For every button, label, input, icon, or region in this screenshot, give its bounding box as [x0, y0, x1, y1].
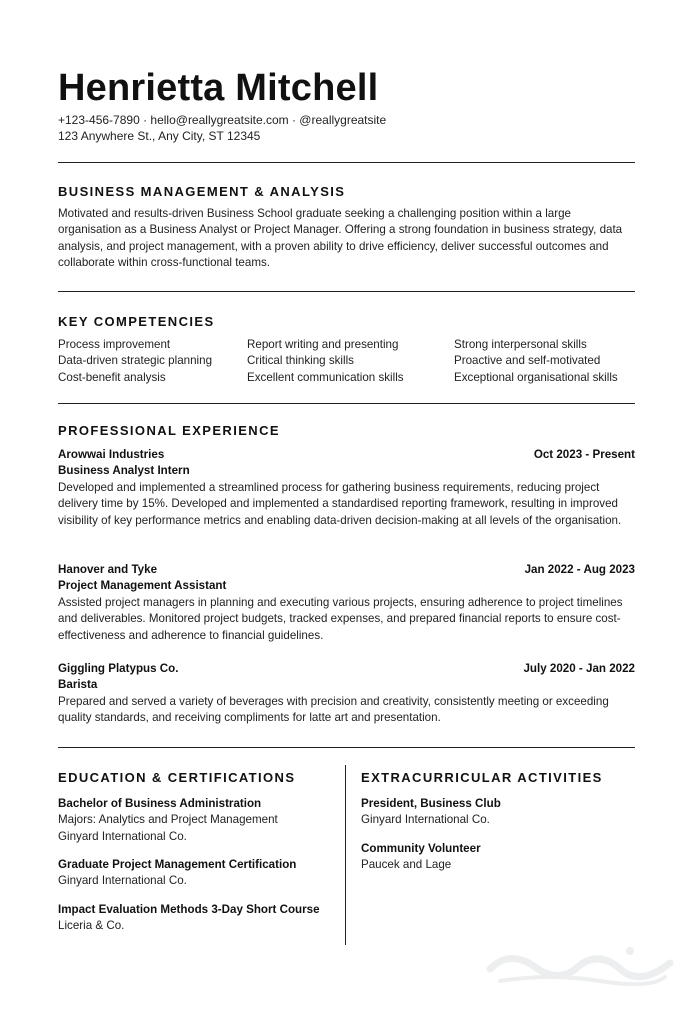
summary-heading: BUSINESS MANAGEMENT & ANALYSIS [58, 184, 346, 199]
job-company: Giggling Platypus Co. [58, 662, 179, 675]
competency-item: Excellent communication skills [247, 370, 404, 384]
divider [58, 747, 635, 748]
competency-item: Data-driven strategic planning [58, 354, 213, 368]
competency-item: Proactive and self-motivated [454, 354, 601, 368]
divider [58, 162, 635, 163]
job-entry [58, 661, 635, 727]
job-description: Assisted project managers in planning and executing various projects, ensuring adherence to project timelines and deliverables. Monitored project budgets, tracked expenses, and prepared financial reports to ensure cost-effectiveness and adherence to financial guidelines. [58, 595, 623, 642]
job-role: Barista [58, 678, 98, 692]
education-entry [58, 857, 296, 890]
competency-item: Exceptional organisational skills [454, 370, 618, 384]
job-role: Business Analyst Intern [58, 464, 190, 478]
extracurricular-heading: EXTRACURRICULAR ACTIVITIES [361, 770, 603, 785]
entry-title: Impact Evaluation Methods 3-Day Short Course [58, 903, 320, 916]
competencies-heading: KEY COMPETENCIES [58, 314, 215, 329]
extracurricular-entry [361, 796, 501, 829]
entry-title: President, Business Club [361, 797, 501, 810]
entry-line: Liceria & Co. [58, 919, 125, 933]
summary-text: Motivated and results-driven Business School graduate seeking a challenging position within a large organisation as a Business Analyst or Project Manager. Offering a strong foundation in business strategy, data analysis, and project management, with a proven ability to drive efficiency, deliver successful outcomes and collaborate within cross-functional teams. [58, 207, 623, 270]
job-description: Developed and implemented a streamlined process for gathering business requirements, reducing project delivery time by 15%. Developed and implemented a standardised reporting framework, resulting in improved visibility of key performance metrics and enabling data-driven decision-making at all levels of the organisation. [58, 480, 622, 527]
entry-line: Paucek and Lage [361, 858, 452, 872]
entry-line: Ginyard International Co. [58, 874, 187, 888]
candidate-name: Henrietta Mitchell [58, 67, 379, 109]
job-company: Arowwai Industries [58, 448, 165, 461]
competency-item: Report writing and presenting [247, 338, 399, 351]
column-divider [345, 765, 346, 945]
competency-item: Strong interpersonal skills [454, 338, 587, 351]
entry-line: Ginyard International Co. [361, 813, 490, 827]
job-entry [58, 562, 635, 644]
competencies-column-1 [58, 337, 212, 386]
job-company: Hanover and Tyke [58, 563, 158, 576]
extracurricular-entry [361, 841, 481, 874]
experience-heading: PROFESSIONAL EXPERIENCE [58, 423, 280, 438]
job-role: Project Management Assistant [58, 579, 227, 593]
education-entry [58, 902, 320, 935]
entry-title: Graduate Project Management Certification [58, 858, 297, 871]
entry-line: Ginyard International Co. [58, 829, 187, 843]
competency-item: Process improvement [58, 338, 171, 351]
entry-title: Community Volunteer [361, 842, 481, 855]
competencies-column-3 [454, 337, 618, 386]
education-heading: EDUCATION & CERTIFICATIONS [58, 770, 296, 785]
education-entry [58, 796, 278, 845]
job-description: Prepared and served a variety of beverages with precision and creativity, consistently meeting or exceeding quality standards, and receiving compliments for latte art and presentation. [58, 694, 609, 725]
divider [58, 291, 635, 292]
competency-item: Cost-benefit analysis [58, 370, 166, 384]
competency-item: Critical thinking skills [247, 354, 354, 368]
job-dates: Jan 2022 - Aug 2023 [524, 563, 635, 576]
contact-line: +123-456-7890 · hello@reallygreatsite.com · @reallygreatsite [58, 113, 387, 127]
competencies-column-2 [247, 337, 404, 386]
divider [58, 403, 635, 404]
job-dates: July 2020 - Jan 2022 [523, 662, 635, 675]
entry-title: Bachelor of Business Administration [58, 797, 262, 810]
address-line: 123 Anywhere St., Any City, ST 12345 [58, 129, 261, 143]
job-dates: Oct 2023 - Present [533, 448, 635, 461]
entry-line: Majors: Analytics and Project Management [58, 813, 278, 827]
haraj-watermark-logo-icon [480, 939, 680, 989]
job-entry [58, 447, 635, 529]
